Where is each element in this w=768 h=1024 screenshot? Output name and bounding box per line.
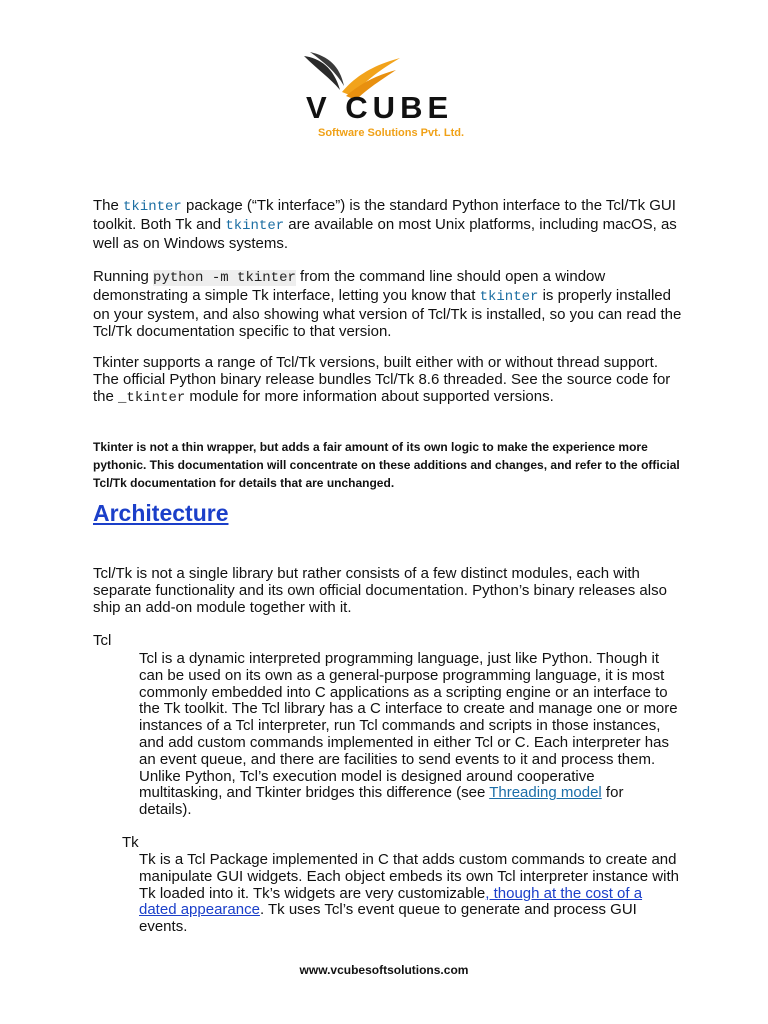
tcl-description: Tcl is a dynamic interpreted programming language, just like Python. Though it can be used on its own as a general-purpose programming language, it is most commonly embedded into C applications as a scripting engine or an interface to the Tk toolkit. The Tcl library has a C interface to create and manage one or more instances of a Tcl interpreter, run Tcl commands and scripts in those instances, and add custom commands implemented in either Tcl or C. Each interpreter has an event queue, and there are facilities to send events to it and process them. Unlike Python, Tcl’s execution model is designed around cooperative multitasking, and Tkinter bridges this difference (see Threading model for details). bbox=[139, 650, 678, 819]
intro-paragraph-2: Running python -m tkinter from the command line should open a window demonstrating a simple Tk interface, letting you know that tkinter is properly installed on your system, and also showing what version of Tcl/Tk is installed, so you can read the Tcl/Tk documentation specific to that version. bbox=[93, 268, 682, 340]
dated-appearance-link[interactable]: , though at the cost of a dated appearance bbox=[139, 884, 643, 919]
logo-tagline: Software Solutions Pvt. Ltd. bbox=[318, 127, 465, 139]
intro-paragraph-1: The tkinter package (“Tk interface”) is the standard Python interface to the Tcl/Tk GUI toolkit. Both Tk and tkinter are available on most Unix platforms, including macOS, as well as on Windows systems. bbox=[93, 197, 677, 252]
architecture-paragraph: Tcl/Tk is not a single library but rather consists of a few distinct modules, each with separate functionality and its own official documentation. Python’s binary releases also ship an add-on module together with it. bbox=[93, 565, 667, 616]
inline-code: python -m tkinter bbox=[153, 270, 296, 286]
note-paragraph: Tkinter is not a thin wrapper, but adds a fair amount of its own logic to make the experience more pythonic. This documentation will concentrate on these additions and changes, and refer to the official Tcl/Tk documentation for details that are unchanged. bbox=[93, 440, 680, 490]
inline-code: tkinter bbox=[123, 199, 182, 215]
logo-brand: V CUBE bbox=[306, 90, 454, 125]
term-tcl: Tcl bbox=[93, 632, 112, 649]
company-logo bbox=[300, 50, 480, 150]
footer-url[interactable]: www.vcubesoftsolutions.com bbox=[299, 963, 469, 977]
inline-code: tkinter bbox=[479, 289, 539, 305]
inline-code: tkinter bbox=[225, 218, 285, 234]
inline-code: _tkinter bbox=[118, 390, 186, 406]
intro-paragraph-3: Tkinter supports a range of Tcl/Tk versions, built either with or without thread support. The official Python binary release bundles Tcl/Tk 8.6 threaded. See the source code for the _tkinter module for more information about supported versions. bbox=[93, 354, 671, 406]
threading-model-link[interactable]: Threading model bbox=[489, 784, 602, 802]
architecture-heading[interactable]: Architecture bbox=[93, 500, 229, 526]
tk-description: Tk is a Tcl Package implemented in C that adds custom commands to create and manipulate GUI widgets. Each object embeds its own Tcl interpreter instance with Tk loaded into it. Tk’s widgets are very customizable, though at the cost of a dated appearance. Tk uses Tcl’s event queue to generate and process GUI events. bbox=[139, 851, 679, 936]
term-tk: Tk bbox=[122, 834, 139, 851]
